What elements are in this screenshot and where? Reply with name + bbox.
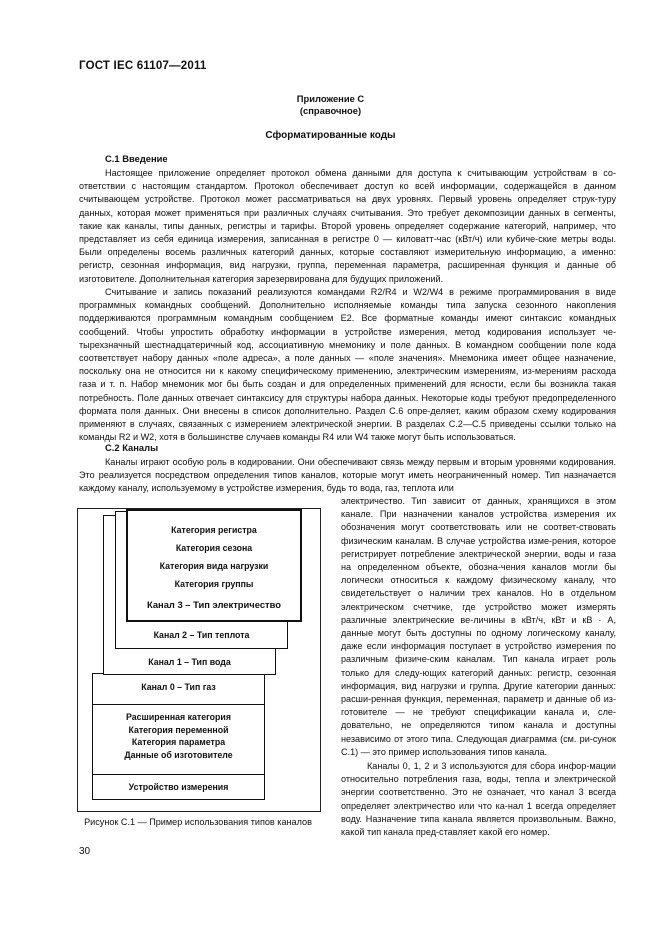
section-c1-paragraph-2: Считывание и запись показаний реализуются командами R2/R4 и W2/W4 в режиме программирования в виде программных командных сообщений. Дополнительно исполняемые команды типа запуска сезонного накопления поддерживаются программным командным сообщением Е2. Все форматные команды имеют синтаксис командных сообщений. Чтобы упростить обработку информации в устройстве измерения, метод кодирования использует че-тырехзначный шестнадцатеричный код, ассоциативную мнемонику и поле данных. В командном сообщении поле кода соответствует набору данных «поле адреса», а поле данных — «поле значения». Мнемоника имеет общее назначение, поскольку она не относится ни к какому специфическому применению, электрическим измерениям, из-мерениям расхода газа и т. п. Набор мнемоник мог бы быть создан и для определенных применений для ясности, если бы возникла такая потребность. Поле данных отвечает синтаксису для структуры набора данных. Некоторые коды требуют предопределенного формата поля данных. Они внесены в список дополнительно. Раздел С.6 опре-деляет, каким образом схему кодирования применяют в случаях, связанных с измерением электрической энергии. В разделах С.2—С.5 приведены ссылки только на команды R2 и W2, хотя в большинстве случаев команды R4 или W4 также могут быть использоваться. bbox=[79, 287, 616, 443]
channel-2-label: Канал 2 – Тип теплота bbox=[153, 630, 250, 640]
channel-3-category: Категория группы bbox=[174, 579, 254, 589]
device-label: Устройство измерения bbox=[128, 782, 229, 792]
section-c2-column-text-2: Каналы 0, 1, 2 и 3 используются для сбора инфор-мации относительно потребления газа, воды, тепла и электрической энергии соответственно. Это не означает, что канал 3 всегда определяет электричество или что ка-нал 1 всегда определяет воду. Назначение типа канала является произвольным. Важно, какой тип канала пред-ставляет какой его номер. bbox=[341, 761, 616, 838]
channel-3-category: Категория вида нагрузки bbox=[159, 561, 269, 571]
page-number: 30 bbox=[79, 846, 91, 857]
section-c2-heading: С.2 Каналы bbox=[105, 442, 159, 453]
extended-category-item: Данные об изготовителе bbox=[124, 749, 233, 760]
section-c2-paragraph-1: Каналы играют особую роль в кодировании. Они обеспечивают связь между первым и вторым уровнями кодирования. Это реализуется посредством определения типов каналов, которые могут иметь неограниченный номер. Тип назначается каждому каналу, используемому в устройстве измерения, будь то вода, газ, теплота или bbox=[79, 457, 616, 494]
extended-category-item: Расширенная категория bbox=[126, 712, 231, 722]
channel-0-label: Канал 0 – Тип газ bbox=[141, 682, 216, 692]
channel-3-box bbox=[126, 509, 302, 622]
figure-c1-caption: Рисунок С.1 — Пример использования типов каналов bbox=[84, 817, 312, 827]
channel-0-box bbox=[92, 673, 265, 800]
document-header: ГОСТ IEC 61107—2011 bbox=[79, 60, 207, 72]
extended-categories-list bbox=[93, 711, 264, 761]
channel-3-category: Категория сезона bbox=[175, 543, 253, 553]
section-c2-column-text-1: электричество. Тип зависит от данных, хранящихся в этом канале. При назначении каналов устройства измерения их обозначения могут соответствовать или не соответ-ствовать физическим каналам. В случае устройства изме-рения, которое регистрирует потребление электрической энергии, воды и газа на определенном объекте, обозна-чения каналов могли бы логически относиться к каждому физическому каналу, что свидетельствует о наличии трех каналов. Но в отдельном электрическом счетчике, где устройство может измерять различные электрические ве-личины в кВт/ч, кВт и кВ · А, данные могут быть доступны по одному логическому каналу, даже если информация поступает в устройство измерения по различным физиче-ским каналам. Тип канала играет роль только для следу-ющих категорий данных: регистр, сезонная информация, вид нагрузки и группа. Другие категории данных: расши-ренная функция, переменная, параметр и данные об из-готовителе — не требуют спецификации канала и, сле-довательно, не определяются типом канала и доступны независимо от этого типа. Следующая диаграмма (см. ри-сунок С.1) — это пример использования типов канала. bbox=[341, 496, 616, 757]
appendix-heading: Сформатированные коды bbox=[265, 130, 396, 141]
figure-c1-frame bbox=[77, 508, 321, 812]
channel-3-label: Канал 3 – Тип электричество bbox=[147, 599, 281, 610]
section-c1-heading: С.1 Введение bbox=[105, 153, 168, 164]
channel-1-label: Канал 1 – Тип вода bbox=[148, 657, 231, 667]
appendix-title: Приложение С bbox=[296, 93, 365, 104]
section-c1-paragraph-1: Настоящее приложение определяет протокол обмена данными для доступа к считывающим устройствам в со-ответствии с настоящим стандартом. Протокол обеспечивает доступ ко всей информации, содержащейся в данном считывающем устройстве. Протокол может рассматриваться на двух уровнях. Первый уровень определяет струк-туру данных, которая может применяться при различных случаях считывания. Это требует декомпозиции данных в сегменты, такие как каналы, типы данных, регистры и тарифы. Второй уровень определяет содержание категорий, например, что представляет из себя единица измерения, записанная в регистре 0 — киловатт-час (кВт/ч) или кубиче-ские метры воды. Были определены восемь различных категорий данных, которые составляют измерительную информацию, а именно: регистр, сезонная информация, вид нагрузки, группа, переменная параметра, расширенная функция и данные об изготовителе. Дополнительная категория зарезервирована для будущих приложений. bbox=[79, 168, 616, 284]
extended-category-item: Категория переменной bbox=[128, 724, 229, 735]
extended-category-item: Категория параметра bbox=[131, 737, 226, 747]
channel-3-category: Категория регистра bbox=[171, 525, 257, 535]
appendix-subtitle: (справочное) bbox=[299, 105, 362, 116]
